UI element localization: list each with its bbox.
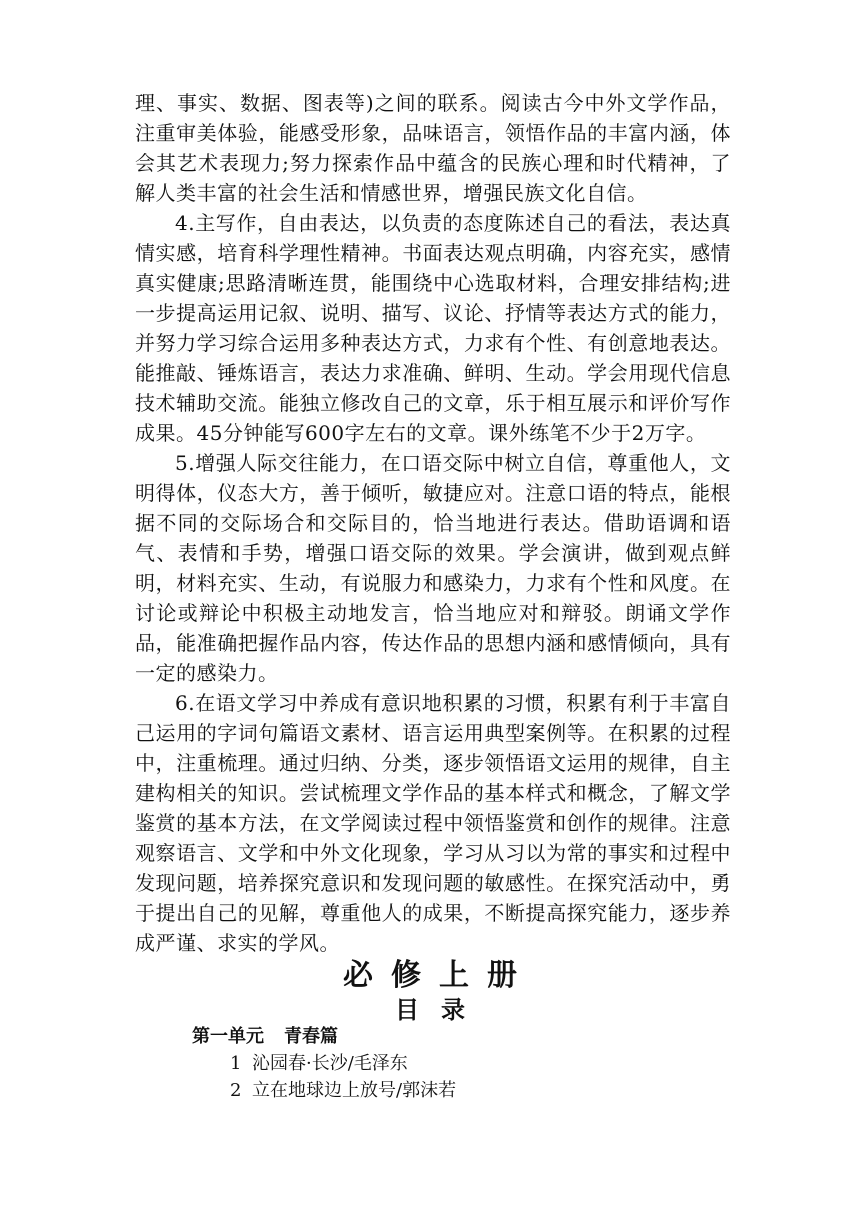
toc-item-number: 1 <box>230 1053 242 1074</box>
paragraph-item-5: 5.增强人际交往能力，在口语交际中树立自信，尊重他人，文明得体，仪态大方，善于倾听，敏捷应对。注意口语的特点，能根据不同的交际场合和交际目的，恰当地进行表达。借助语调和语气、表情和手势，增强口语交际的效果。学会演讲，做到观点鲜明，材料充实、生动，有说服力和感染力，力求有个性和风度。在讨论或辩论中积极主动地发言，恰当地应对和辩驳。朗诵文学作品，能准确把握作品内容，传达作品的思想内涵和感情倾向，具有一定的感染力。 <box>135 451 731 685</box>
toc-unit-label: 第一单元 <box>192 1026 264 1047</box>
paragraph-item-6: 6.在语文学习中养成有意识地积累的习惯，积累有利于丰富自己运用的字词句篇语文素材、语言运用典型案例等。在积累的过程中，注重梳理。通过归纳、分类，逐步领悟语文运用的规律，自主建构相关的知识。尝试梳理文学作品的基本样式和概念，了解文学鉴赏的基本方法，在文学阅读过程中领悟鉴赏和创作的规律。注意观察语言、文学和中外文化现象，学习从习以为常的事实和过程中发现问题，培养探究意识和发现问题的敏感性。在探究活动中，勇于提出自己的见解，尊重他人的成果，不断提高探究能力，逐步养成严谨、求实的学风。 <box>135 691 731 955</box>
paragraph-item-4: 4.主写作，自由表达，以负责的态度陈述自己的看法，表达真情实感，培育科学理性精神。书面表达观点明确，内容充实，感情真实健康;思路清晰连贯，能围绕中心选取材料，合理安排结构;进一步提高运用记叙、说明、描写、议论、抒情等表达方式的能力，并努力学习综合运用多种表达方式，力求有个性、有创意地表达。能推敲、锤炼语言，表达力求准确、鲜明、生动。学会用现代信息技术辅助交流。能独立修改自己的文章，乐于相互展示和评价写作成果。45分钟能写600字左右的文章。课外练笔不少于2万字。 <box>135 211 731 445</box>
paragraph-continuation: 理、事实、数据、图表等)之间的联系。阅读古今中外文学作品，注重审美体验，能感受形象，品味语言，领悟作品的丰富内涵，体会其艺术表现力;努力探索作品中蕴含的民族心理和时代精神，了解人类丰富的社会生活和情感世界，增强民族文化自信。 <box>135 91 731 205</box>
book-title: 必修上册 <box>343 958 535 993</box>
contents-heading: 目录 <box>395 996 487 1024</box>
table-of-contents <box>192 1024 752 1104</box>
toc-item-number: 2 <box>230 1080 242 1101</box>
toc-item-title: 沁园春·长沙/毛泽东 <box>252 1053 408 1074</box>
toc-unit-heading <box>192 1024 752 1050</box>
toc-item[interactable] <box>192 1077 752 1104</box>
toc-item[interactable] <box>192 1050 752 1077</box>
toc-item-title: 立在地球边上放号/郭沫若 <box>252 1080 457 1101</box>
body-text <box>135 88 731 958</box>
toc-unit-name: 青春篇 <box>284 1026 338 1047</box>
